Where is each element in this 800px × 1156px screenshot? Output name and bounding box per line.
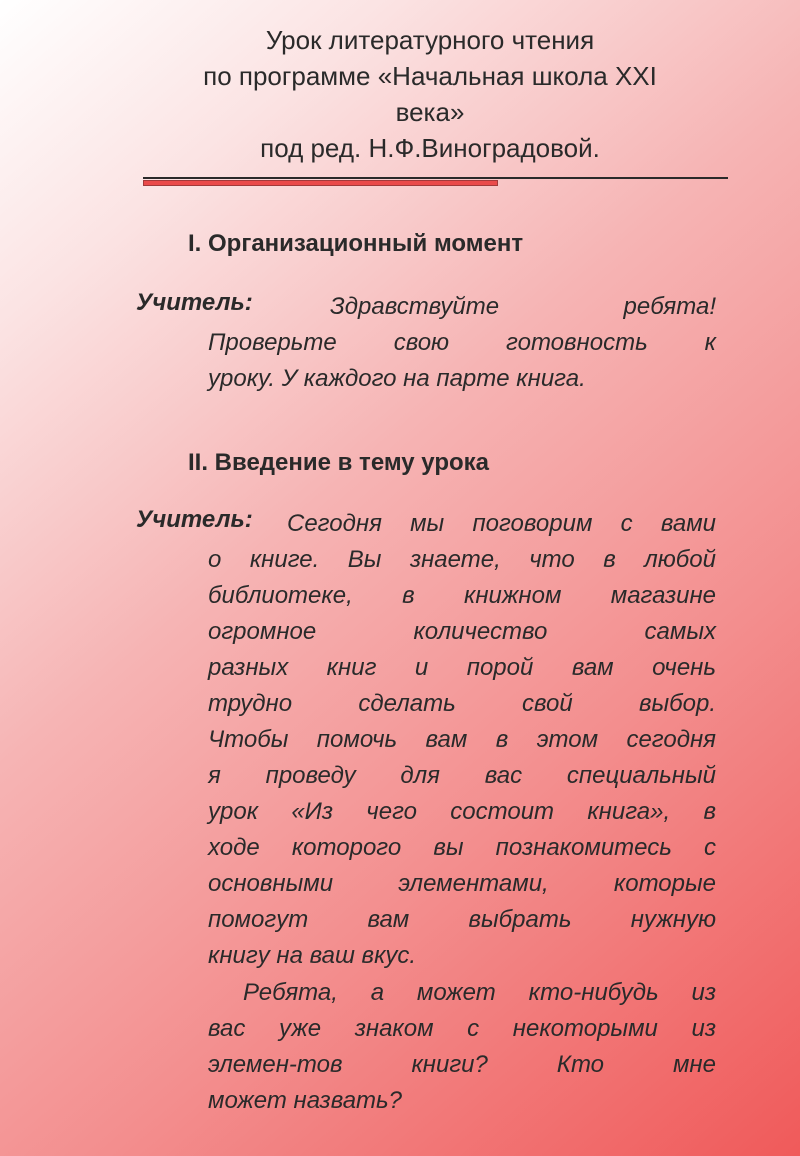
question-paragraph (208, 1011, 716, 1119)
speaker-label: Учитель: (136, 289, 253, 316)
text-line: вас уже знаком с некоторыми из (208, 1015, 716, 1042)
text-line: я проведу для вас специальный (208, 762, 716, 789)
text-line: разных книг и порой вам очень (208, 654, 716, 681)
text-line: книгу на ваш вкус. (208, 942, 417, 969)
text-line: библиотеке, в книжном магазине (208, 582, 716, 609)
text-line: помогут вам выбрать нужную (208, 906, 716, 933)
text-line: ходе которого вы познакомитесь с (208, 834, 716, 861)
slide-title (150, 22, 710, 166)
intro-paragraph (208, 542, 716, 974)
intro-first-line (287, 506, 716, 542)
text-line: основными элементами, которые (208, 870, 716, 897)
text-line: о книге. Вы знаете, что в любой (208, 546, 716, 573)
text-line: Проверьте свою готовность к (208, 329, 716, 356)
text-line: элемен-тов книги? Кто мне (208, 1051, 716, 1078)
text-line: Здравствуйте ребята! (330, 293, 716, 320)
text-line: огромное количество самых (208, 618, 716, 645)
text-line: Чтобы помочь вам в этом сегодня (208, 726, 716, 753)
greeting-paragraph (208, 325, 716, 397)
text-line: Ребята, а может кто-нибудь из (243, 979, 716, 1006)
title-line: по программе «Начальная школа XXI (203, 61, 657, 91)
title-line: Урок литературного чтения (265, 25, 595, 55)
text-line: уроку. У каждого на парте книга. (208, 365, 586, 392)
title-accent-bar (143, 180, 498, 186)
text-line: может назвать? (208, 1087, 403, 1114)
title-divider (143, 177, 728, 179)
speaker-label: Учитель: (136, 506, 253, 533)
section-heading-introduction: II. Введение в тему урока (188, 449, 490, 476)
title-line: под ред. Н.Ф.Виноградовой. (260, 133, 600, 163)
section-heading-organizational: I. Организационный момент (188, 230, 524, 257)
text-line: урок «Из чего состоит книга», в (208, 798, 716, 825)
title-line: века» (395, 97, 465, 127)
text-line: Сегодня мы поговорим с вами (287, 510, 716, 537)
text-line: трудно сделать свой выбор. (208, 690, 716, 717)
greeting-first-line (330, 289, 716, 325)
question-first-line (243, 975, 716, 1011)
